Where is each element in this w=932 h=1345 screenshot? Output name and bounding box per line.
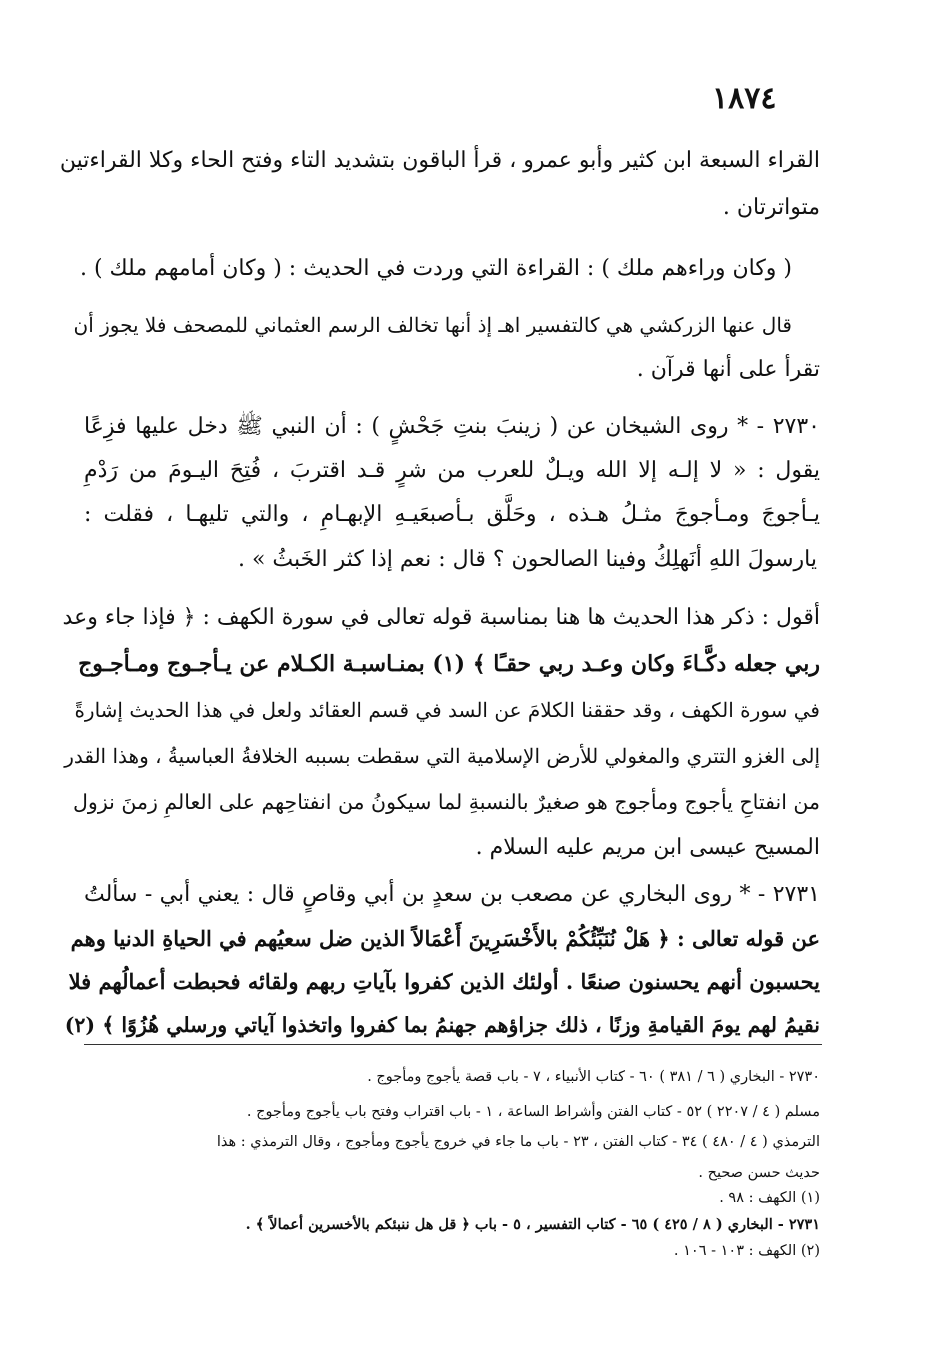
footnote-divider [84,1044,822,1045]
commentary-line: في سورة الكهف ، وقد حققنا الكلامَ عن السد في قسم العقائد ولعل في هذا الحديث إشارةً [74,698,820,722]
hadith-2731-line: ٢٧٣١ - * روى البخاري عن مصعب بن سعدٍ بن أبي وقاصٍ قال : يعني أبي - سألتُ [84,882,820,907]
commentary-line: المسيح عيسى ابن مريم عليه السلام . [475,835,820,860]
footnote: ٢٧٣١ - البخاري ( ٨ / ٤٢٥ ) ٦٥ - كتاب التفسير ، ٥ - باب ﴿ قل هل ننبئكم بالأخسرين أعمالاً ﴾ . [245,1216,820,1233]
commentary-line: أقول : ذكر هذا الحديث ها هنا بمناسبة قوله تعالى في سورة الكهف : ﴿ فإذا جاء وعد [62,605,820,630]
hadith-2730-line: يارسولَ اللهِ أنَهلِكُ وفينا الصالحون ؟ قال : نعم إذا كثر الخَبثُ » . [237,547,817,572]
commentary-line: من انفتاحِ يأجوج ومأجوج هو صغيرٌ بالنسبةِ لما سيكونُ من انفتاحِهم على العالمِ زمنَ نزول [73,790,820,814]
hadith-2731-line: نقيمُ لهم يومَ القيامةِ وزنًا ، ذلك جزاؤهم جهنمُ بما كفروا واتخذوا آياتي ورسلي هُزُوًا ﴾ (٢) [64,1013,820,1037]
commentary-line: ربي جعله دكَّـاءَ وكان وعـد ربي حقـًا ﴾ (١) بمنـاسبـة الكـلام عن يـأجـوج ومـأجـوج [78,651,820,677]
text-line: قال عنها الزركشي هي كالتفسير اهـ إذ أنها تخالف الرسم العثماني للمصحف فلا يجوز أن [73,313,792,337]
footnote: مسلم ( ٤ / ٢٢٠٧ ) ٥٢ - كتاب الفتن وأشراط الساعة ، ١ - باب اقتراب وفتح باب يأجوج ومأجوج . [246,1104,820,1120]
text-line: القراء السبعة ابن كثير وأبو عمرو ، قرأ الباقون بتشديد التاء وفتح الحاء وكلا القراءتين [59,148,820,173]
hadith-2730-line: يـأجوجَ ومـأجوجَ مثـلُ هـذه ، وحَلَّق بـأصبعَيـهِ الإبهـامِ ، والتي تليهـا ، فقلت : [84,502,820,527]
commentary-line: إلى الغزو التتري والمغولي للأرض الإسلامية التي سقطت بسببه الخلافةُ العباسيةُ ، وهذا القدر [64,744,820,768]
hadith-2730-line: يقول : « لا إلـه إلا الله ويـلٌ للعرب من شرٍ قـد اقتربَ ، فُتِحَ اليـومَ من رَدْمِ [84,458,820,483]
text-line: ( وكان وراءهم ملك ) : القراءة التي وردت في الحديث : ( وكان أمامهم ملك ) . [79,256,792,281]
footnote: ٢٧٣٠ - البخاري ( ٦ / ٣٨١ ) ٦٠ - كتاب الأنبياء ، ٧ - باب قصة يأجوج ومأجوج . [367,1069,820,1085]
hadith-2730-line: ٢٧٣٠ - * روى الشيخان عن ( زينبَ بنتِ جَحْشٍ ) : أن النبي ﷺ دخل عليها فزِعًا [84,414,820,439]
footnote: (٢) الكهف : ١٠٣ - ١٠٦ . [673,1243,820,1259]
text-line: تقرأ على أنها قرآن . [636,357,820,382]
footnote: الترمذي ( ٤ / ٤٨٠ ) ٣٤ - كتاب الفتن ، ٢٣ - باب ما جاء في خروج يأجوج ومأجوج ، وقال الترمذي : هذا [216,1134,820,1150]
page-number: ١٨٧٤ [712,81,777,116]
hadith-2731-line: عن قوله تعالى : ﴿ هَلْ نُنَبِّئُكُمْ بالأَخْسَرِينَ أَعْمَالاً الذين ضل سعيُهم في الحياةِ الدنيا وهم [70,926,820,951]
footnote: (١) الكهف : ٩٨ . [719,1190,820,1206]
text-line: متواترتان . [722,195,820,220]
hadith-2731-line: يحسبون أنهم يحسنون صنعًا . أولئك الذين كفروا بآياتِ ربهم ولقائه فحبطت أعمالُهم فلا [68,969,820,994]
footnote: حديث حسن صحيح . [698,1165,820,1181]
